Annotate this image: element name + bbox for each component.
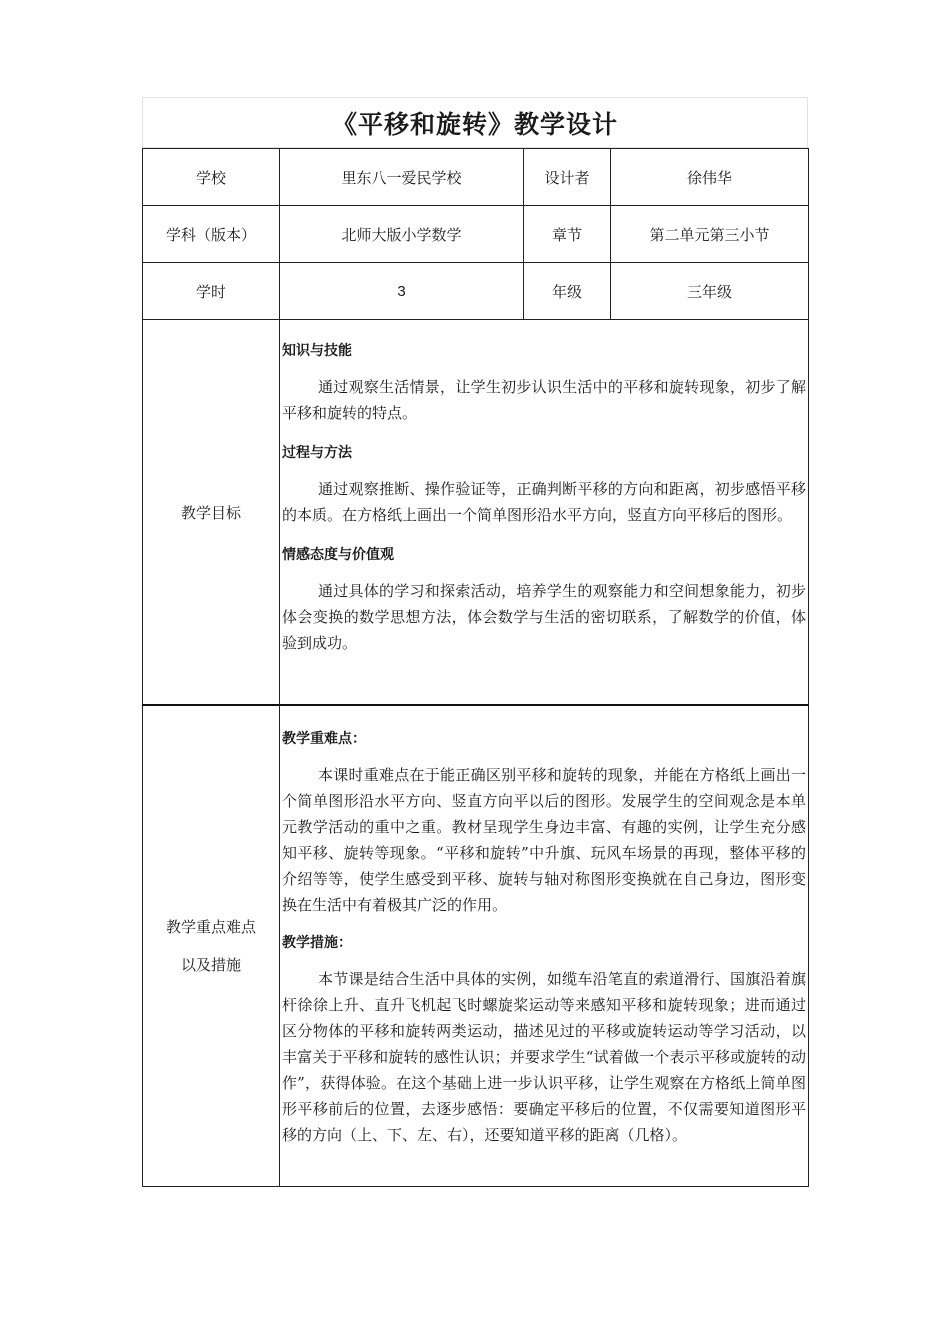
objective-heading-attitude: 情感态度与价值观 xyxy=(282,547,394,563)
value-grade: 三年级 xyxy=(611,263,809,320)
objectives-content xyxy=(280,320,809,706)
key-points-heading-measures: 教学措施： xyxy=(282,935,352,951)
key-points-heading-difficulty: 教学重难点： xyxy=(282,731,366,747)
label-key-points-line2: 以及措施 xyxy=(180,956,241,974)
label-objectives: 教学目标 xyxy=(143,320,280,706)
title-row xyxy=(142,97,808,148)
label-period: 学时 xyxy=(143,263,280,320)
objective-heading-knowledge: 知识与技能 xyxy=(282,343,352,359)
key-points-text-difficulty: 本课时重难点在于能正确区别平移和旋转的现象，并能在方格纸上画出一个简单图形沿水平方向、竖直方向平以后的图形。发展学生的空间观念是本单元教学活动的重中之重。教材呈现学生身边丰富、有趣的实例，让学生充分感知平移、旋转等现象。“平移和旋转”中升旗、玩风车场景的再现，整体平移的介绍等等，使学生感受到平移、旋转与轴对称图形变换就在自己身边，图形变换在生活中有着极其广泛的作用。 xyxy=(282,766,806,914)
label-designer: 设计者 xyxy=(524,149,611,206)
value-period: 3 xyxy=(280,263,524,320)
objective-text-attitude: 通过具体的学习和探索活动，培养学生的观察能力和空间想象能力，初步体会变换的数学思想方法，体会数学与生活的密切联系，了解数学的价值，体验到成功。 xyxy=(282,582,806,652)
key-points-content xyxy=(280,705,809,1187)
label-key-points xyxy=(143,705,280,1187)
value-school: 里东八一爱民学校 xyxy=(280,149,524,206)
key-points-row xyxy=(143,705,809,1187)
value-chapter: 第二单元第三小节 xyxy=(611,206,809,263)
label-chapter: 章节 xyxy=(524,206,611,263)
lesson-plan-document xyxy=(142,97,808,1187)
lesson-plan-table xyxy=(142,148,809,1187)
label-subject: 学科（版本） xyxy=(143,206,280,263)
objective-heading-process: 过程与方法 xyxy=(282,445,352,461)
label-key-points-line1: 教学重点难点 xyxy=(165,918,256,936)
info-row-school xyxy=(143,149,809,206)
info-row-period xyxy=(143,263,809,320)
value-subject: 北师大版小学数学 xyxy=(280,206,524,263)
objective-text-knowledge: 通过观察生活情景，让学生初步认识生活中的平移和旋转现象，初步了解平移和旋转的特点。 xyxy=(282,378,806,422)
document-title: 《平移和旋转》教学设计 xyxy=(331,109,618,139)
value-designer: 徐伟华 xyxy=(611,149,809,206)
label-school: 学校 xyxy=(143,149,280,206)
key-points-text-measures: 本节课是结合生活中具体的实例，如缆车沿笔直的索道滑行、国旗沿着旗杆徐徐上升、直升飞机起飞时螺旋桨运动等来感知平移和旋转现象；进而通过区分物体的平移和旋转两类运动，描述见过的平移或旋转运动等学习活动，以丰富关于平移和旋转的感性认识；并要求学生“试着做一个表示平移或旋转的动作”，获得体验。在这个基础上进一步认识平移，让学生观察在方格纸上简单图形平移前后的位置，去逐步感悟：要确定平移后的位置，不仅需要知道图形平移的方向（上、下、左、右），还要知道平移的距离（几格）。 xyxy=(282,970,806,1144)
objective-text-process: 通过观察推断、操作验证等，正确判断平移的方向和距离，初步感悟平移的本质。在方格纸上画出一个简单图形沿水平方向，竖直方向平移后的图形。 xyxy=(282,480,806,524)
label-grade: 年级 xyxy=(524,263,611,320)
objectives-row xyxy=(143,320,809,706)
info-row-subject xyxy=(143,206,809,263)
